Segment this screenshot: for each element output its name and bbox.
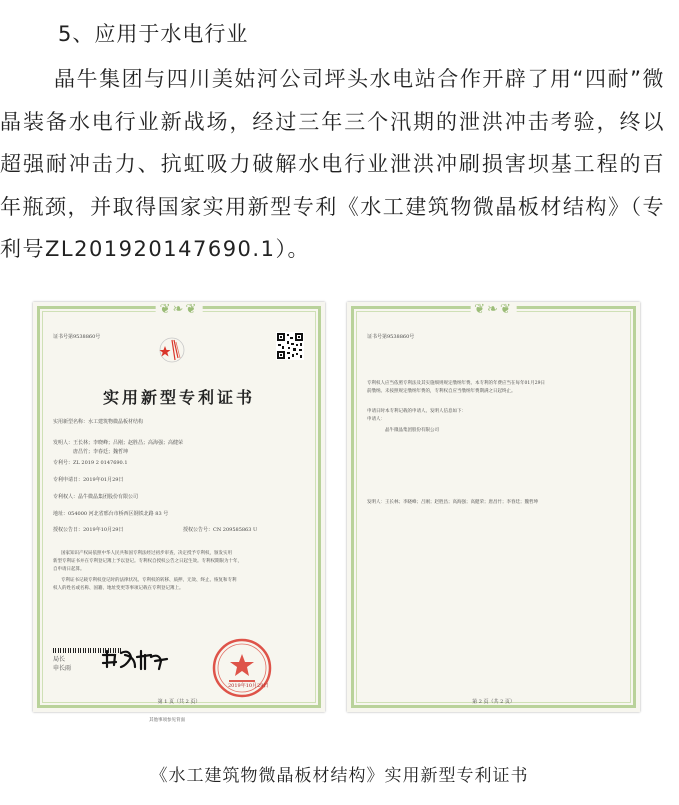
section-paragraph: 晶牛集团与四川美姑河公司坪头水电站合作开辟了用“四耐”微晶装备水电行业新战场，经过三年三个汛期的泄洪冲击考验，终以超强耐冲击力、抗虹吸力破解水电行业泄洪冲刷损害坝基工程的百年瓶颈，并取得国家实用新型专利《水工建筑物微晶板材结构》（专利号ZL201920147690.1）。 [0,67,665,261]
certificate-number: 证书号第9538860号 [53,334,101,340]
certificate-title: 实用新型专利证书 [102,388,255,407]
director-label: 局长 [53,656,66,663]
patent-certificate-back [347,302,640,712]
qr-code-icon [276,332,304,360]
applicant-intro: 申请日时本专利记载的申请人、发明人信息如下： [367,409,466,414]
certificate-footnote: 其他事项参见背面 [149,718,185,723]
certificate-body-line: 自申请日起算。 [53,567,85,572]
section-heading: 5、应用于水电行业 [58,22,249,46]
certificate-body-line: 国家知识产权局依照中华人民共和国专利法经过初步审查，决定授予专利权，颁发实用 [61,551,232,556]
director-signature [101,645,173,673]
patent-number: 专利号：ZL 2019 2 0147690.1 [53,460,128,466]
certificate-inner-frame [356,311,631,703]
annual-fee-note: 前缴纳。未按照规定缴纳年费的，专利权自应当缴纳年费期满之日起终止。 [367,389,516,394]
inventors: 发明人：王长林；李晓峰；吕刚；赵胜昌；高海强；高健荣 [53,440,184,446]
inventors-continued: 唐昌竹；李春廷；魏哲坤 [73,449,129,455]
cnipa-emblem-icon [155,334,189,364]
patent-certificate-front [33,302,325,712]
patentee-address: 地址：054000 河北省邢台市桥西区钢铁北路 83 号 [53,511,169,517]
announcement-number: 授权公告号：CN 209585863 U [183,527,258,533]
certificate-body-line: 专利证书记载专利权登记时的法律状况。专利权的转移、质押、无效、终止、恢复和专利 [61,578,237,583]
annual-fee-note: 专利权人应当依照专利法及其实施细则规定缴纳年费。本专利的年费应当在每年01月29日 [367,381,545,386]
frame-ornament-icon: ❦❧❦ [156,302,203,317]
director-name: 申长雨 [53,665,72,672]
seal-date: 2019年10月29日 [228,683,269,689]
grant-date: 授权公告日：2019年10月29日 [53,527,124,533]
frame-ornament-icon: ❦❧❦ [470,302,517,317]
certificate-body-line: 新型专利证书并在专利登记簿上予以登记。专利权自授权公告之日起生效。专利权期限为十年， [53,559,242,564]
certificate-inner-frame [42,311,316,703]
page-indicator: 第 2 页（共 2 页） [472,699,515,705]
applicant-label: 申请人： [367,417,385,422]
utility-model-name: 实用新型名称：水工建筑物微晶板材结构 [53,419,144,425]
inventor-line: 发明人：王长林；李晓峰；吕刚；赵胜昌；高海强；高健荣；唐昌竹；李春廷；魏哲坤 [367,500,538,505]
certificate-number: 证书号第9538860号 [367,334,415,340]
applicant-name: 晶牛微晶集团股份有限公司 [385,428,439,433]
figure-caption: 《水工建筑物微晶板材结构》实用新型专利证书 [150,766,529,786]
patentee: 专利权人：晶牛微晶集团股份有限公司 [53,494,139,500]
page-indicator: 第 1 页（共 2 页） [157,699,201,705]
certificate-body-line: 权人的姓名或名称、国籍、地址变更等事项记载在专利登记簿上。 [53,586,184,591]
filing-date: 专利申请日：2019年01月29日 [53,477,124,483]
